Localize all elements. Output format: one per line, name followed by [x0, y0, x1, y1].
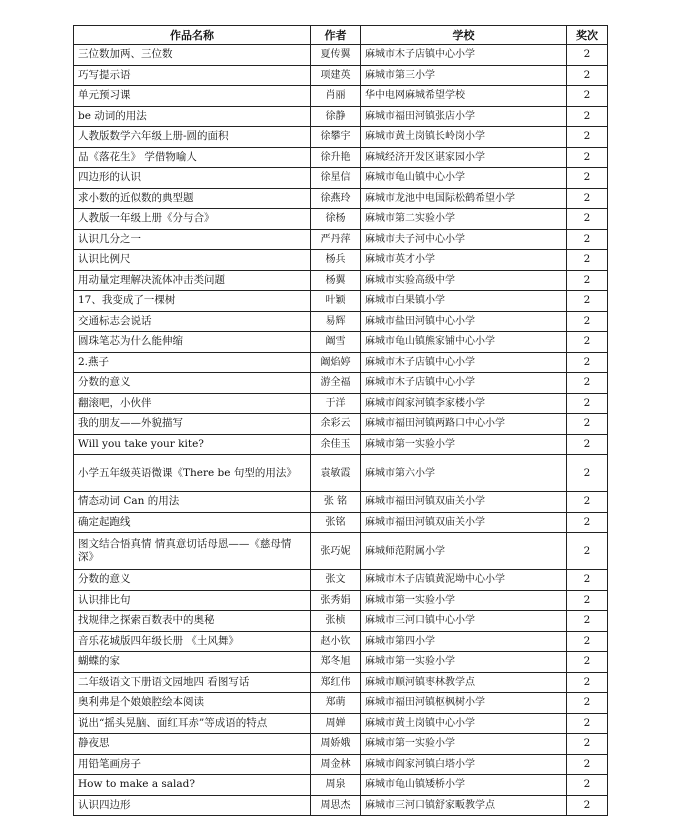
table-row [74, 734, 608, 755]
table-row [74, 512, 608, 533]
header-row [74, 26, 608, 45]
work-cell: 四边形的认识 [74, 168, 311, 189]
work-cell: 认识排比句 [74, 590, 311, 611]
table-row [74, 693, 608, 714]
award-cell: 2 [567, 754, 608, 775]
author-cell: 周金林 [311, 754, 361, 775]
author-cell: 徐升艳 [311, 147, 361, 168]
school-cell: 麻城市木子店镇黄泥坳中心小学 [361, 570, 567, 591]
award-cell: 2 [567, 311, 608, 332]
work-cell: 2.燕子 [74, 352, 311, 373]
award-cell: 2 [567, 775, 608, 796]
author-cell: 叶颖 [311, 291, 361, 312]
school-cell: 麻城市龟山镇熊家铺中心小学 [361, 332, 567, 353]
work-cell: be 动词的用法 [74, 106, 311, 127]
author-cell: 阚雪 [311, 332, 361, 353]
table-row [74, 754, 608, 775]
award-cell: 2 [567, 434, 608, 455]
table-row [74, 652, 608, 673]
work-cell: 交通标志会说话 [74, 311, 311, 332]
work-cell: 用动量定理解决流体冲击类问题 [74, 270, 311, 291]
author-cell: 于洋 [311, 393, 361, 414]
school-cell: 华中电网麻城希望学校 [361, 86, 567, 107]
school-cell: 麻城市第一实验小学 [361, 652, 567, 673]
header-award: 奖次 [567, 26, 608, 45]
school-cell: 麻城市福田河镇枢枫树小学 [361, 693, 567, 714]
table-row [74, 332, 608, 353]
work-cell: 人教版数学六年级上册-圆的面积 [74, 127, 311, 148]
work-cell: 图文结合悟真情 情真意切话母恩——《慈母情深》 [74, 533, 311, 570]
work-cell: 单元预习课 [74, 86, 311, 107]
work-cell: 确定起跑线 [74, 512, 311, 533]
work-cell: 分数的意义 [74, 570, 311, 591]
work-cell: 分数的意义 [74, 373, 311, 394]
school-cell: 麻城市实验高级中学 [361, 270, 567, 291]
work-cell: 用铅笔画房子 [74, 754, 311, 775]
table-row [74, 188, 608, 209]
table-row [74, 611, 608, 632]
award-cell: 2 [567, 229, 608, 250]
work-cell: 认识比例尺 [74, 250, 311, 271]
school-cell: 麻城市福田河镇双庙关小学 [361, 492, 567, 513]
work-cell: 音乐花城版四年级长册 《土风舞》 [74, 631, 311, 652]
author-cell: 徐静 [311, 106, 361, 127]
author-cell: 易辉 [311, 311, 361, 332]
author-cell: 周思杰 [311, 795, 361, 816]
school-cell: 麻城市第三小学 [361, 65, 567, 86]
award-cell: 2 [567, 693, 608, 714]
table-row [74, 147, 608, 168]
award-cell: 2 [567, 147, 608, 168]
school-cell: 麻城市龟山镇矮桥小学 [361, 775, 567, 796]
work-cell: 找规律之探索百数表中的奥秘 [74, 611, 311, 632]
award-cell: 2 [567, 188, 608, 209]
table-row [74, 590, 608, 611]
work-cell: 静夜思 [74, 734, 311, 755]
award-cell: 2 [567, 291, 608, 312]
school-cell: 麻城市第四小学 [361, 631, 567, 652]
award-cell: 2 [567, 631, 608, 652]
work-cell: 说出“摇头晃脑、面红耳赤”等成语的特点 [74, 713, 311, 734]
author-cell: 袁敏霞 [311, 455, 361, 492]
table-row [74, 270, 608, 291]
table-row [74, 250, 608, 271]
work-cell: 17、我变成了一棵树 [74, 291, 311, 312]
award-cell: 2 [567, 492, 608, 513]
award-cell: 2 [567, 713, 608, 734]
school-cell: 麻城市木子店镇中心小学 [361, 373, 567, 394]
award-cell: 2 [567, 795, 608, 816]
table-row [74, 168, 608, 189]
author-cell: 周娇娥 [311, 734, 361, 755]
table-row [74, 86, 608, 107]
work-cell: 圆珠笔芯为什么能伸缩 [74, 332, 311, 353]
table-row [74, 434, 608, 455]
table-row [74, 352, 608, 373]
award-cell: 2 [567, 734, 608, 755]
author-cell: 张文 [311, 570, 361, 591]
table-row [74, 373, 608, 394]
table-row [74, 209, 608, 230]
author-cell: 郑冬旭 [311, 652, 361, 673]
author-cell: 徐星信 [311, 168, 361, 189]
author-cell: 徐杨 [311, 209, 361, 230]
award-cell: 2 [567, 672, 608, 693]
author-cell: 余佳玉 [311, 434, 361, 455]
author-cell: 赵小钦 [311, 631, 361, 652]
author-cell: 项建英 [311, 65, 361, 86]
author-cell: 郑萌 [311, 693, 361, 714]
work-cell: 小学五年级英语微课《There be 句型的用法》 [74, 455, 311, 492]
school-cell: 麻城师范附属小学 [361, 533, 567, 570]
author-cell: 杨兵 [311, 250, 361, 271]
school-cell: 麻城市第一实验小学 [361, 434, 567, 455]
school-cell: 麻城市英才小学 [361, 250, 567, 271]
award-cell: 2 [567, 570, 608, 591]
award-cell: 2 [567, 533, 608, 570]
table-row [74, 713, 608, 734]
table-row [74, 570, 608, 591]
school-cell: 麻城市白果镇小学 [361, 291, 567, 312]
award-cell: 2 [567, 332, 608, 353]
school-cell: 麻城市三河口镇舒家畈教学点 [361, 795, 567, 816]
author-cell: 肖丽 [311, 86, 361, 107]
award-cell: 2 [567, 86, 608, 107]
work-cell: 情态动词 Can 的用法 [74, 492, 311, 513]
school-cell: 麻城市阎家河镇白塔小学 [361, 754, 567, 775]
table-row [74, 106, 608, 127]
table-body [74, 45, 608, 816]
school-cell: 麻城市夫子河中心小学 [361, 229, 567, 250]
school-cell: 麻城市黄土岗镇长岭岗小学 [361, 127, 567, 148]
table-row [74, 631, 608, 652]
table-row [74, 291, 608, 312]
author-cell: 徐攀宇 [311, 127, 361, 148]
award-cell: 2 [567, 512, 608, 533]
work-cell: 巧写提示语 [74, 65, 311, 86]
table-row [74, 229, 608, 250]
award-cell: 2 [567, 652, 608, 673]
table-row [74, 455, 608, 492]
awards-table [73, 25, 608, 816]
award-cell: 2 [567, 393, 608, 414]
award-cell: 2 [567, 414, 608, 435]
school-cell: 麻城市盐田河镇中心小学 [361, 311, 567, 332]
header-author: 作者 [311, 26, 361, 45]
author-cell: 杨翼 [311, 270, 361, 291]
award-cell: 2 [567, 590, 608, 611]
table-row [74, 533, 608, 570]
school-cell: 麻城市阎家河镇李家楼小学 [361, 393, 567, 414]
school-cell: 麻城市第一实验小学 [361, 734, 567, 755]
work-cell: 品《落花生》 学借物喻人 [74, 147, 311, 168]
author-cell: 张铭 [311, 512, 361, 533]
school-cell: 麻城市福田河镇两路口中心小学 [361, 414, 567, 435]
header-work: 作品名称 [74, 26, 311, 45]
table-header [74, 26, 608, 45]
school-cell: 麻城市福田河镇张店小学 [361, 106, 567, 127]
school-cell: 麻城市福田河镇双庙关小学 [361, 512, 567, 533]
table-row [74, 795, 608, 816]
table-row [74, 775, 608, 796]
table-row [74, 65, 608, 86]
school-cell: 麻城市第二实验小学 [361, 209, 567, 230]
author-cell: 严丹萍 [311, 229, 361, 250]
work-cell: Will you take your kite? [74, 434, 311, 455]
work-cell: How to make a salad? [74, 775, 311, 796]
award-cell: 2 [567, 250, 608, 271]
author-cell: 张桢 [311, 611, 361, 632]
author-cell: 余彩云 [311, 414, 361, 435]
table-row [74, 311, 608, 332]
award-cell: 2 [567, 127, 608, 148]
school-cell: 麻城经济开发区谌家园小学 [361, 147, 567, 168]
school-cell: 麻城市顺河镇枣林教学点 [361, 672, 567, 693]
author-cell: 游全福 [311, 373, 361, 394]
school-cell: 麻城市三河口镇中心小学 [361, 611, 567, 632]
table-row [74, 45, 608, 66]
award-cell: 2 [567, 106, 608, 127]
award-cell: 2 [567, 45, 608, 66]
school-cell: 麻城市龙池中电国际松鹤希望小学 [361, 188, 567, 209]
school-cell: 麻城市木子店镇中心小学 [361, 45, 567, 66]
school-cell: 麻城市第一实验小学 [361, 590, 567, 611]
work-cell: 人教版一年级上册《分与合》 [74, 209, 311, 230]
author-cell: 阚焰婷 [311, 352, 361, 373]
work-cell: 求小数的近似数的典型题 [74, 188, 311, 209]
author-cell: 张 铭 [311, 492, 361, 513]
award-cell: 2 [567, 611, 608, 632]
award-cell: 2 [567, 168, 608, 189]
work-cell: 三位数加两、三位数 [74, 45, 311, 66]
work-cell: 奥利弗是个娘娘腔绘本阅读 [74, 693, 311, 714]
author-cell: 夏传翼 [311, 45, 361, 66]
table-row [74, 492, 608, 513]
work-cell: 认识几分之一 [74, 229, 311, 250]
author-cell: 周婵 [311, 713, 361, 734]
table-row [74, 393, 608, 414]
work-cell: 蝴蝶的家 [74, 652, 311, 673]
award-cell: 2 [567, 352, 608, 373]
school-cell: 麻城市第六小学 [361, 455, 567, 492]
work-cell: 认识四边形 [74, 795, 311, 816]
author-cell: 张巧妮 [311, 533, 361, 570]
author-cell: 张秀娟 [311, 590, 361, 611]
school-cell: 麻城市木子店镇中心小学 [361, 352, 567, 373]
award-cell: 2 [567, 65, 608, 86]
work-cell: 翻滚吧，小伙伴 [74, 393, 311, 414]
author-cell: 郑红伟 [311, 672, 361, 693]
author-cell: 徐燕玲 [311, 188, 361, 209]
author-cell: 周泉 [311, 775, 361, 796]
work-cell: 二年级语文下册语文园地四 看图写话 [74, 672, 311, 693]
school-cell: 麻城市龟山镇中心小学 [361, 168, 567, 189]
table-row [74, 414, 608, 435]
award-cell: 2 [567, 455, 608, 492]
school-cell: 麻城市黄土岗镇中心小学 [361, 713, 567, 734]
header-school: 学校 [361, 26, 567, 45]
table-row [74, 672, 608, 693]
table-row [74, 127, 608, 148]
work-cell: 我的朋友——外貌描写 [74, 414, 311, 435]
award-cell: 2 [567, 270, 608, 291]
award-cell: 2 [567, 209, 608, 230]
award-cell: 2 [567, 373, 608, 394]
